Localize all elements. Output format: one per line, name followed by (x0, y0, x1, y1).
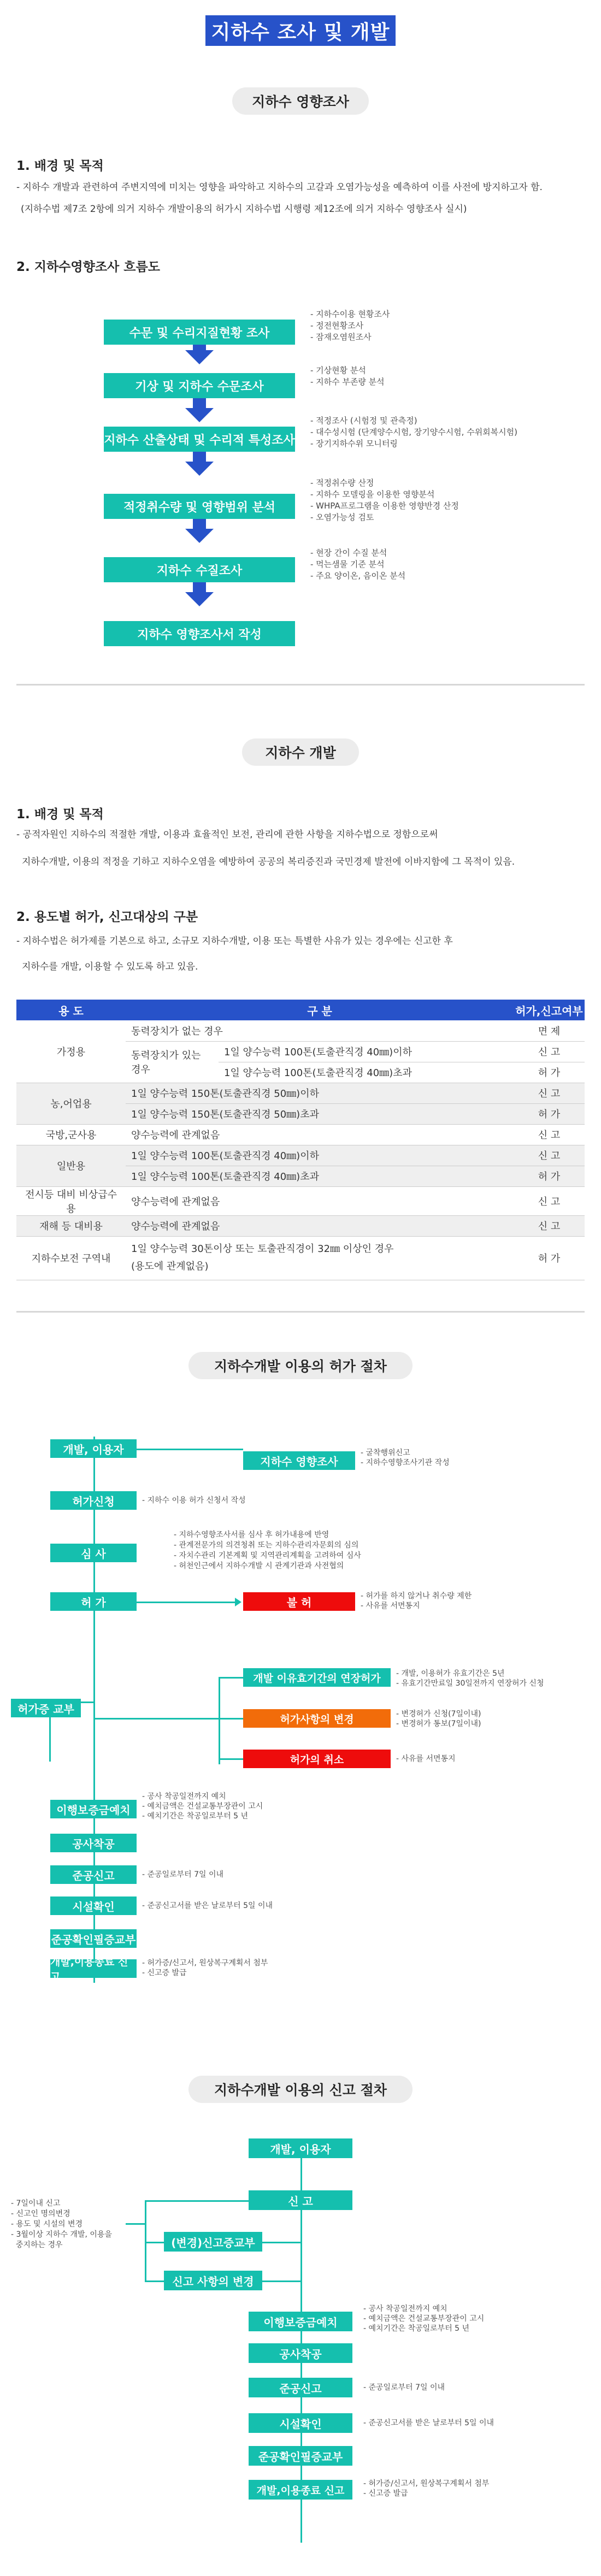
note-line: - 변경허가 신청(7일이내) (396, 1710, 481, 1718)
permit-flow-connector (219, 1677, 220, 1764)
note-line: - 오염가능성 검토 (310, 512, 374, 522)
table-cell: 1일 양수능력 100톤(토출관직경 40㎜)이하 (126, 1145, 514, 1166)
permit-flow-connector (219, 1677, 243, 1679)
note-line: - 잠재오염원조사 (310, 332, 372, 342)
report-step-certificate: 준공확인필증교부 (249, 2446, 352, 2466)
note-line: - 지하수이용 현황조사 (310, 309, 390, 319)
table-row (16, 1083, 585, 1103)
note-line: - 지하수영향조사기관 작성 (361, 1458, 450, 1467)
s1-paragraph-2: (지하수법 제7조 2항에 의거 지하수 개발이용의 허가시 지하수법 시행령 제12조에 의거 지하수 영향조사 실시) (21, 204, 467, 215)
note-line: - 공사 착공일전까지 예치 (363, 2305, 447, 2313)
permit-side-extension: 개발 이유효기간의 연장허가 (243, 1668, 391, 1687)
flow-notes-5 (310, 547, 405, 582)
table-row (16, 1020, 585, 1041)
report-flow-connector (145, 2200, 146, 2282)
note-line: - 7일이내 신고 (11, 2199, 61, 2208)
s1-heading-flow: 2. 지하수영향조사 흐름도 (16, 260, 160, 274)
note-line: - 신고증 발급 (142, 1969, 187, 1977)
flow-arrow (185, 462, 214, 476)
permit-notes-cancel: - 사유를 서면통지 (396, 1754, 456, 1763)
note-line: 중지하는 경우 (11, 2241, 63, 2249)
note-line: - 적정취수량 산정 (310, 478, 374, 488)
permit-step-end-report: 개발,이용종료 신고 (50, 1959, 137, 1978)
flow-step-6: 지하수 영향조사서 작성 (104, 621, 295, 646)
report-step-start: 공사착공 (249, 2343, 352, 2363)
flow-arrow (193, 398, 206, 408)
permit-flow-arrowhead (235, 1598, 241, 1606)
permit-notes-change (396, 1709, 481, 1729)
permit-flow-connector (219, 1758, 243, 1760)
permit-step-apply: 허가신청 (50, 1491, 137, 1510)
report-side-change: 신고 사항의 변경 (164, 2271, 262, 2290)
note-line: - 허가를 하지 않거나 취수량 제한 (361, 1592, 472, 1600)
table-row (16, 1145, 585, 1166)
note-line: - 예치기간은 착공일로부터 5 년 (142, 1812, 249, 1821)
flow-arrow (185, 592, 214, 606)
note-line: - 지하수 모델링을 이용한 영향분석 (310, 489, 435, 499)
note-line: - 대수성시험 (단계양수시험, 장기양수시험, 수위회복시험) (310, 427, 517, 437)
report-step-report: 신 고 (249, 2190, 352, 2210)
note-line: - 유효기간만료일 30일전까지 연장허가 신청 (396, 1679, 544, 1688)
table-cell (126, 1236, 514, 1280)
note-line: - 신고인 명의변경 (11, 2209, 70, 2218)
s2-heading-background: 1. 배경 및 목적 (16, 807, 104, 822)
table-cell: 동력장치가 없는 경우 (126, 1020, 514, 1041)
s1-paragraph-1: - 지하수 개발과 관련하여 주변지역에 미치는 영향을 파악하고 지하수의 고갈과 오염가능성을 예측하여 이를 사전에 방지하고자 함. (16, 182, 543, 193)
table-cell: 허 가 (514, 1062, 585, 1083)
table-cell: 1일 양수능력 100톤(토출관직경 40㎜)이하 (219, 1041, 514, 1062)
flow-arrow (193, 345, 206, 350)
table-cell-line: (용도에 관계없음) (131, 1261, 209, 1272)
table-row (16, 1236, 585, 1280)
note-line: - 주요 양이온, 음이온 분석 (310, 571, 406, 581)
permit-notes-end (142, 1958, 268, 1978)
note-line: - 공사 착공일전까지 예치 (142, 1792, 226, 1801)
flow-arrow (185, 529, 214, 543)
note-line: - 개발, 이용허가 유효기간은 5년 (396, 1669, 505, 1678)
table-cell: 양수능력에 관계없음 (126, 1215, 514, 1236)
permit-side-cancel: 허가의 취소 (243, 1750, 391, 1768)
flow-arrow (185, 408, 214, 422)
table-cell: 전시등 대비 비상급수용 (16, 1186, 126, 1215)
permit-notes-review (174, 1530, 361, 1571)
permit-step-check: 시설확인 (50, 1896, 137, 1915)
table-row (16, 1124, 585, 1145)
note-line: - 장기지하수위 모니터링 (310, 439, 398, 448)
note-line: - 관계전문가의 의견청취 또는 지하수관리자문회의 심의 (174, 1541, 359, 1550)
table-cell: 허 가 (514, 1103, 585, 1124)
table-cell: 동력장치가 있는 경우 (126, 1041, 219, 1083)
note-line: - 신고증 발급 (363, 2489, 408, 2498)
permit-left-certificate-issue: 허가증 교부 (11, 1699, 81, 1717)
note-line: - 굴착행위신고 (361, 1449, 410, 1457)
table-cell: 허 가 (514, 1236, 585, 1280)
permit-step-review: 심 사 (50, 1544, 137, 1562)
table-cell-line: 1일 양수능력 30톤이상 또는 토출관직경이 32㎜ 이상인 경우 (131, 1243, 394, 1255)
section-pill-permit-procedure: 지하수개발 이용의 허가 절차 (188, 1352, 413, 1379)
note-line: - 사유를 서면통지 (361, 1602, 420, 1610)
permit-step-certificate: 준공확인필증교부 (50, 1929, 137, 1948)
permit-step-start: 공사착공 (50, 1834, 137, 1852)
table-cell: 신 고 (514, 1083, 585, 1103)
table-cell: 신 고 (514, 1124, 585, 1145)
permit-step-bond: 이행보증금예치 (50, 1800, 137, 1818)
table-cell: 재해 등 대비용 (16, 1215, 126, 1236)
section-pill-report-procedure: 지하수개발 이용의 신고 절차 (188, 2076, 413, 2103)
table-cell: 신 고 (514, 1145, 585, 1166)
table-cell: 양수능력에 관계없음 (126, 1186, 514, 1215)
flow-arrow (185, 350, 214, 364)
report-step-end-report: 개발,이용종료 신고 (249, 2480, 352, 2500)
note-line: - 기상현황 분석 (310, 365, 366, 375)
s2-heading-classification: 2. 용도별 허가, 신고대상의 구분 (16, 910, 198, 924)
table-cell: 면 제 (514, 1020, 585, 1041)
table-cell: 가정용 (16, 1020, 126, 1083)
permit-step-complete: 준공신고 (50, 1865, 137, 1884)
permit-flow-connector (137, 1449, 243, 1450)
report-step-check: 시설확인 (249, 2413, 352, 2433)
note-line: - 지하수 부존량 분석 (310, 377, 385, 387)
permit-notes-deny (361, 1591, 472, 1611)
s1-heading-background: 1. 배경 및 목적 (16, 159, 104, 173)
flow-step-1: 수문 및 수리지질현황 조사 (104, 320, 295, 345)
note-line: - 적정조사 (시험정 및 관측정) (310, 416, 417, 426)
note-line: - 지하수영향조사서를 심사 후 허가내용에 반영 (174, 1531, 329, 1539)
permit-notes-bond (142, 1792, 263, 1821)
permit-notes-complete: - 준공일로부터 7일 이내 (142, 1870, 224, 1879)
report-notes-check: - 준공신고서를 받은 날로부터 5일 이내 (363, 2419, 494, 2427)
table-cell: 신 고 (514, 1186, 585, 1215)
table-row (16, 1186, 585, 1215)
table-cell: 지하수보전 구역내 (16, 1236, 126, 1280)
table-cell: 양수능력에 관계없음 (126, 1124, 514, 1145)
section-pill-impact-survey: 지하수 영향조사 (232, 87, 369, 115)
note-line: - 예치기간은 착공일로부터 5 년 (363, 2324, 470, 2333)
permit-notes-survey (361, 1448, 450, 1468)
note-line: - 허천인근에서 지하수개발 시 관계기관과 사전협의 (174, 1562, 344, 1570)
note-line: - 자치수관리 기본계획 및 지역관리계획을 고려하여 심사 (174, 1551, 361, 1560)
page-title: 지하수 조사 및 개발 (205, 15, 396, 46)
flow-step-4: 적정취수량 및 영향범위 분석 (104, 494, 295, 519)
note-line: - 정전현황조사 (310, 321, 364, 330)
report-step-bond: 이행보증금예치 (249, 2312, 352, 2331)
flow-notes-4 (310, 477, 459, 523)
flow-notes-2 (310, 365, 385, 388)
flow-arrow (193, 519, 206, 529)
note-line: - 용도 및 시설의 변경 (11, 2220, 83, 2229)
note-line: - 먹는샘물 기준 분석 (310, 559, 385, 569)
table-cell: 1일 양수능력 150톤(토출관직경 50㎜)초과 (126, 1103, 514, 1124)
note-line: - 예치금액은 건설교통부장관이 고시 (363, 2314, 485, 2323)
permit-side-change: 허가사항의 변경 (243, 1709, 391, 1728)
permit-notes-check: - 준공신고서를 받은 날로부터 5일 이내 (142, 1901, 273, 1910)
table-cell: 1일 양수능력 100톤(토출관직경 40㎜)초과 (219, 1062, 514, 1083)
note-line: - 허가증/신고서, 원상복구계획서 첨부 (142, 1959, 268, 1968)
flow-step-3: 지하수 산출상태 및 수리적 특성조사 (104, 427, 295, 452)
note-line: - WHPA프로그램을 이용한 영향반경 산정 (310, 501, 459, 511)
flow-step-2: 기상 및 지하수 수문조사 (104, 373, 295, 398)
note-line: - 변경허가 통보(7일이내) (396, 1720, 481, 1728)
note-line: - 현장 간이 수질 분석 (310, 548, 387, 558)
report-notes-bond (363, 2304, 484, 2333)
s2-paragraph-2: 지하수개발, 이용의 적정을 기하고 지하수오염을 예방하여 공공의 복리증진과 국민경제 발전에 이바지함에 그 목적이 있음. (22, 856, 515, 867)
report-step-applicant: 개발, 이용자 (249, 2138, 352, 2158)
table-cell: 1일 양수능력 100톤(토출관직경 40㎜)초과 (126, 1166, 514, 1186)
s2-paragraph-3: - 지하수법은 허가제를 기본으로 하고, 소규모 지하수개발, 이용 또는 특별한 사유가 있는 경우에는 신고한 후 (16, 936, 453, 947)
flow-notes-1 (310, 309, 390, 343)
table-header: 구 분 (126, 1000, 514, 1020)
permit-notes-extension (396, 1669, 544, 1688)
section-divider (16, 1311, 585, 1313)
usage-table (16, 1000, 585, 1280)
permit-flow-connector (137, 1602, 235, 1603)
permit-step-permit: 허 가 (50, 1592, 137, 1611)
permit-side-deny: 불 허 (243, 1592, 355, 1611)
table-header: 허가,신고여부 (514, 1000, 585, 1020)
report-step-complete: 준공신고 (249, 2378, 352, 2397)
section-pill-development: 지하수 개발 (242, 738, 359, 766)
flow-arrow (193, 582, 206, 592)
flow-arrow (193, 452, 206, 462)
permit-notes-apply: - 지하수 이용 허가 신청서 작성 (142, 1496, 246, 1505)
table-cell: 일반용 (16, 1145, 126, 1186)
table-cell: 신 고 (514, 1215, 585, 1236)
permit-flow-connector (94, 1718, 219, 1720)
note-line: - 3월이상 지하수 개발, 이용을 (11, 2230, 112, 2239)
section-divider (16, 684, 585, 686)
permit-flow-connector (219, 1718, 243, 1720)
s2-paragraph-4: 지하수를 개발, 이용할 수 있도록 하고 있음. (22, 961, 198, 972)
note-line: - 예치금액은 건설교통부장관이 고시 (142, 1802, 263, 1811)
flow-step-5: 지하수 수질조사 (104, 557, 295, 582)
s2-paragraph-1: - 공적자원인 지하수의 적절한 개발, 이용과 효율적인 보전, 관리에 관한 사항을 지하수법으로 정함으로써 (16, 829, 438, 840)
report-flow-connector (126, 2223, 145, 2225)
report-notes-left (11, 2199, 112, 2250)
table-header: 용 도 (16, 1000, 126, 1020)
table-cell: 농,어업용 (16, 1083, 126, 1124)
permit-side-impact-survey: 지하수 영향조사 (243, 1451, 355, 1470)
table-cell: 국방,군사용 (16, 1124, 126, 1145)
report-notes-complete: - 준공일로부터 7일 이내 (363, 2383, 445, 2392)
permit-step-applicant: 개발, 이용자 (50, 1439, 137, 1458)
report-side-certificate: (변경)신고증교부 (164, 2232, 262, 2252)
table-cell: 허 가 (514, 1166, 585, 1186)
table-cell: 신 고 (514, 1041, 585, 1062)
flow-notes-3 (310, 415, 517, 450)
table-cell: 1일 양수능력 150톤(토출관직경 50㎜)이하 (126, 1083, 514, 1103)
note-line: - 허가증/신고서, 원상복구계획서 첨부 (363, 2479, 490, 2488)
table-row (16, 1215, 585, 1236)
report-notes-end (363, 2479, 489, 2498)
